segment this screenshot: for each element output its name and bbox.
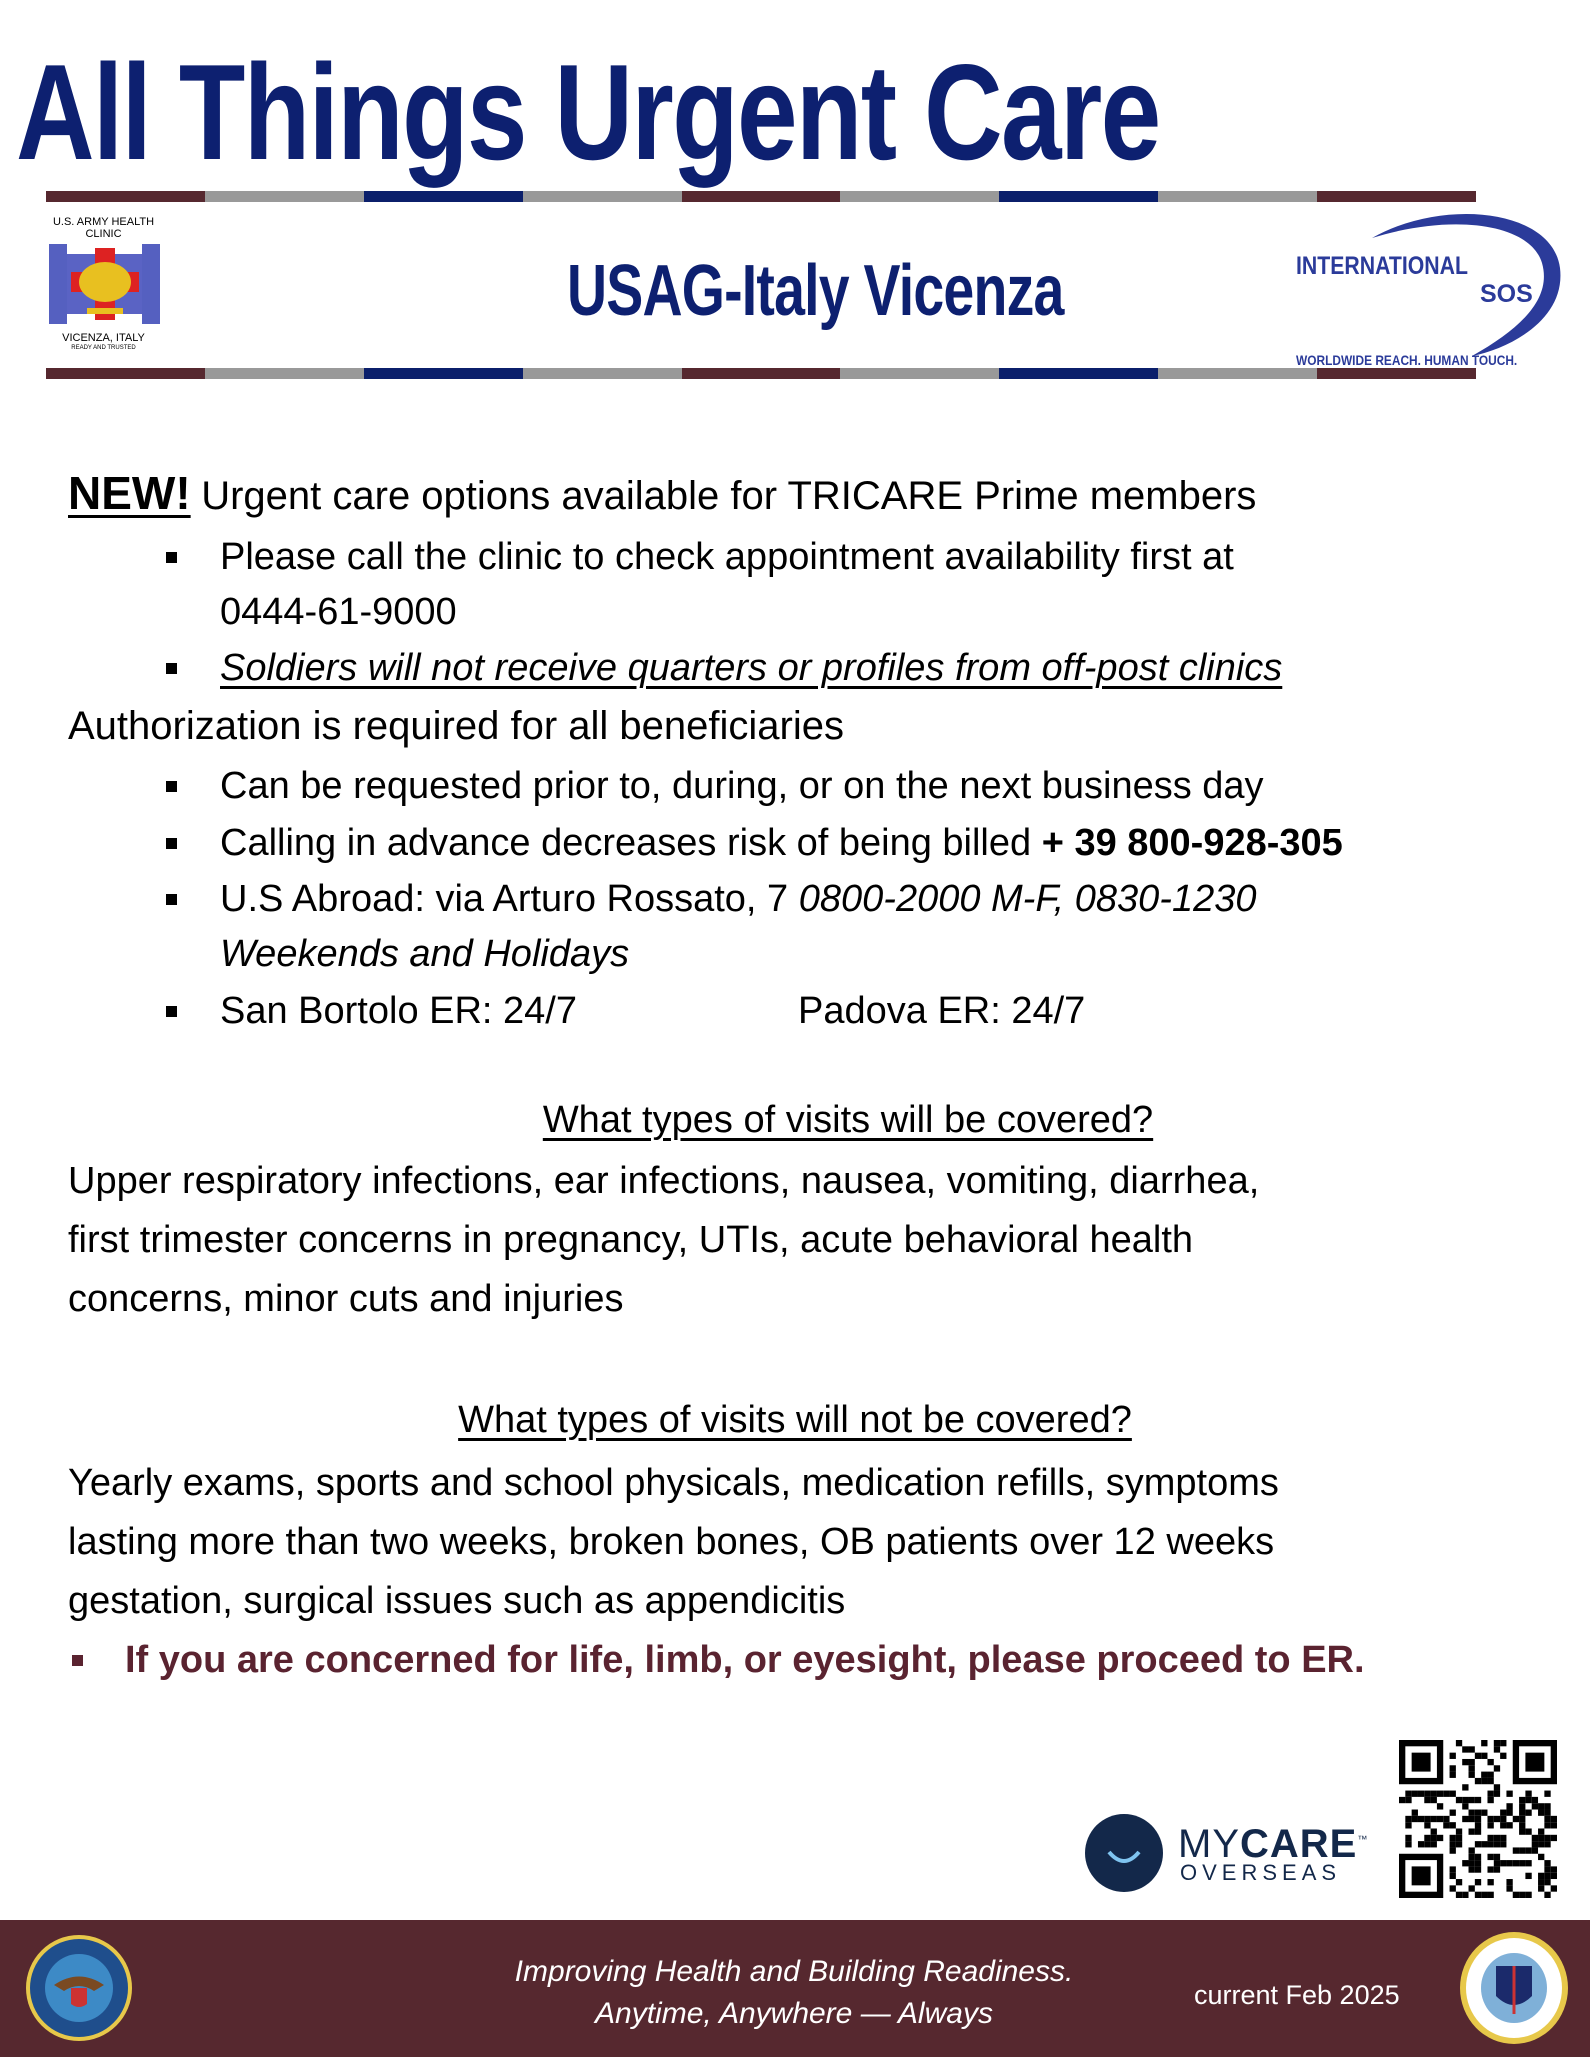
sos-tagline: WORLDWIDE REACH. HUMAN TOUCH. [1296,352,1518,368]
clinic-phone: 0444-61-9000 [220,591,457,633]
stripe-segment [46,191,205,202]
soldiers-note: Soldiers will not receive quarters or profiles from off-post clinics [220,647,1283,689]
stripe-segment [364,191,523,202]
stripe-segment [1317,191,1476,202]
bullet-icon [166,838,177,849]
stripe-segment [46,368,205,379]
new-label: NEW! [68,467,191,519]
covered-line: first trimester concerns in pregnancy, UTIs, acute behavioral health [68,1219,1194,1261]
logo-bottom-text: VICENZA, ITALY [62,332,145,344]
bullet-icon [166,894,177,905]
location-subtitle: USAG-Italy Vicenza [567,251,1064,331]
sos-arc-icon [1352,208,1572,368]
bullet-icon [72,1655,83,1666]
footer-bar [0,1920,1590,2057]
bullet-icon [166,663,177,674]
not-covered-line: gestation, surgical issues such as appendicitis [68,1580,846,1622]
bullet-icon [166,781,177,792]
stripe-segment [1158,368,1317,379]
defense-health-agency-seal-icon [1458,1930,1570,2046]
mycare-care: CARE [1240,1822,1358,1866]
stripe-segment [840,368,999,379]
not-covered-heading: What types of visits will not be covered? [458,1399,1132,1441]
er-warning: If you are concerned for life, limb, or eyesight, please proceed to ER. [125,1639,1365,1681]
qr-code-icon[interactable] [1398,1740,1558,1898]
hours-text: 0800-2000 M-F, 0830-1230 [798,878,1257,920]
covered-heading: What types of visits will be covered? [542,1099,1154,1141]
not-covered-line: lasting more than two weeks, broken bones, OB patients over 12 weeks [68,1521,1275,1563]
international-sos-logo [1292,208,1572,373]
sos-logo-line1: INTERNATIONAL [1296,252,1468,280]
footer-slogan-line1: Improving Health and Building Readiness. [514,1955,1074,1988]
bullet-text [220,824,1343,862]
stripe-segment [205,191,364,202]
current-date: current Feb 2025 [1194,1980,1400,2010]
castle-lion-emblem-icon [47,244,162,324]
stripe-segment [205,368,364,379]
stripe-segment [1317,368,1476,379]
hours-text-cont: Weekends and Holidays [220,933,630,975]
address-text: U.S Abroad: via Arturo Rossato, 7 [220,878,799,920]
billing-text: Calling in advance decreases risk of being billed [220,822,1042,864]
bullet-icon [166,552,177,563]
logo-top-text: U.S. ARMY HEALTH CLINIC [52,216,155,240]
authorization-heading: Authorization is required for all beneficiaries [68,704,844,748]
page-title: All Things Urgent Care [16,36,1160,188]
new-headline [68,467,1257,519]
divider-stripe-bottom [46,368,1476,379]
logo-motto: READY AND TRUSTED [71,345,136,351]
stripe-segment [682,191,841,202]
covered-line: Upper respiratory infections, ear infections, nausea, vomiting, diarrhea, [68,1160,1260,1202]
stripe-segment [999,368,1158,379]
stripe-segment [523,191,682,202]
stripe-segment [840,191,999,202]
sos-logo-line2: SOS [1480,280,1533,308]
mycare-my: MY [1178,1822,1240,1866]
bullet-text [220,880,1257,918]
stripe-segment [999,191,1158,202]
not-covered-line: Yearly exams, sports and school physicals, medication refills, symptoms [68,1462,1279,1504]
smile-icon [1085,1814,1163,1892]
bullet-text: Please call the clinic to check appointment availability first at [220,536,1234,578]
bullet-text: Can be requested prior to, during, or on the next business day [220,765,1264,807]
padova-er: Padova ER: 24/7 [798,990,1086,1032]
san-bortolo-er: San Bortolo ER: 24/7 [220,990,577,1032]
mycare-overseas: OVERSEAS [1180,1860,1342,1885]
trademark: ™ [1357,1834,1369,1846]
mycare-logo-icon [1085,1814,1163,1892]
army-health-clinic-logo [37,214,170,354]
footer-slogan-line2: Anytime, Anywhere — Always [595,1997,993,2030]
stripe-segment [364,368,523,379]
bullet-icon [166,1006,177,1017]
divider-stripe-top [46,191,1476,202]
stripe-segment [1158,191,1317,202]
new-headline-text: Urgent care options available for TRICARE Prime members [201,474,1257,518]
stripe-segment [523,368,682,379]
covered-line: concerns, minor cuts and injuries [68,1278,624,1320]
stripe-segment [682,368,841,379]
authorization-phone: + 39 800-928-305 [1041,822,1343,864]
